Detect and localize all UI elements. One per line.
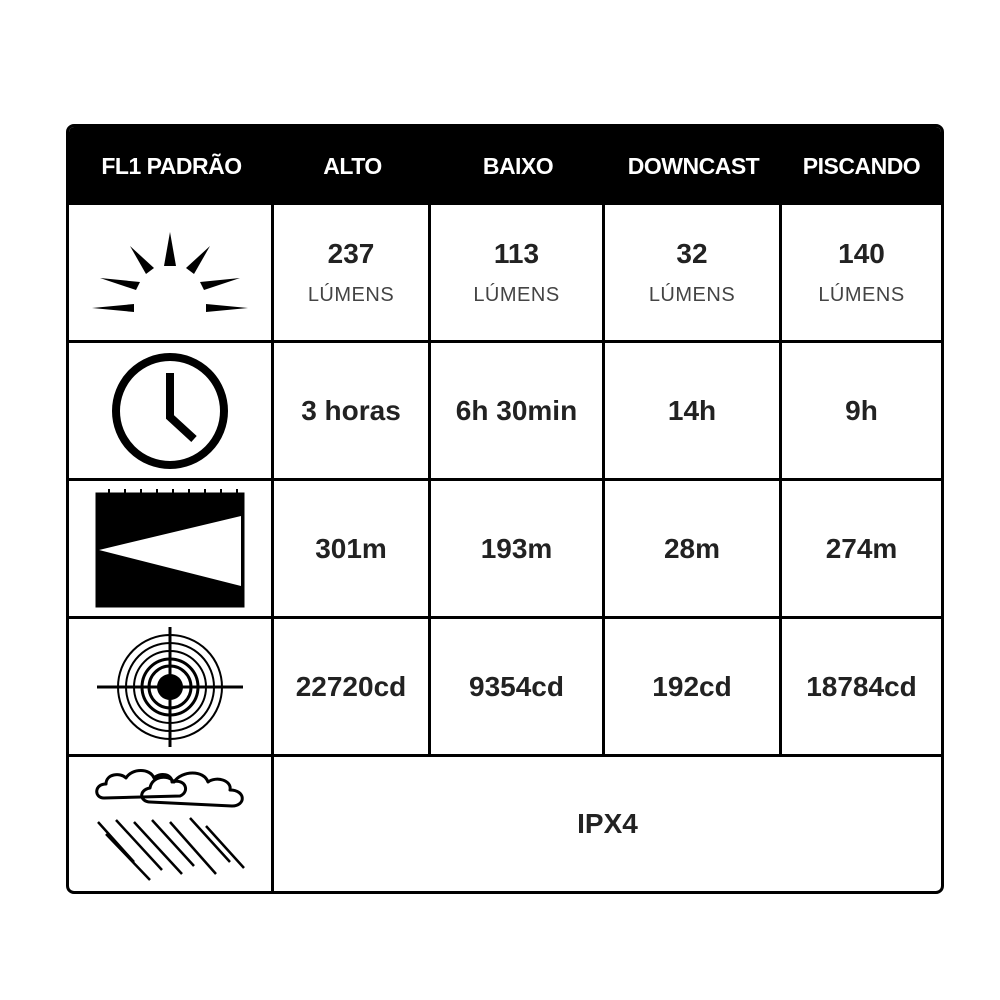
header-model: FL1 PADRÃO <box>69 127 274 205</box>
ip-rating-cell <box>274 757 941 891</box>
header-mode-piscando: PISCANDO <box>782 127 941 205</box>
lumens-cell-piscando <box>782 205 941 343</box>
rain-cloud-icon <box>90 762 250 886</box>
beam-value: 28m <box>663 532 721 564</box>
beam-cell-piscando <box>782 481 941 619</box>
intensity-icon-cell <box>69 619 274 757</box>
beam-distance-icon <box>95 488 245 610</box>
runtime-icon-cell <box>69 343 274 481</box>
lumens-cell-downcast <box>605 205 782 343</box>
intensity-value: 9354cd <box>469 670 564 702</box>
beam-cell-baixo <box>431 481 605 619</box>
intensity-cell-piscando <box>782 619 941 757</box>
lumens-value: 32 <box>676 238 708 269</box>
intensity-value: 22720cd <box>295 670 407 702</box>
lumens-value: 237 <box>327 238 375 269</box>
lumens-cell-alto <box>274 205 431 343</box>
runtime-cell-piscando <box>782 343 941 481</box>
runtime-cell-downcast <box>605 343 782 481</box>
lumens-unit: LÚMENS <box>818 284 905 306</box>
header-mode-baixo: BAIXO <box>431 127 605 205</box>
runtime-value: 9h <box>845 394 878 426</box>
runtime-value: 3 horas <box>301 394 401 426</box>
intensity-value: 18784cd <box>806 670 917 702</box>
ip-rating-value: IPX4 <box>577 808 638 839</box>
lumens-unit: LÚMENS <box>648 284 736 306</box>
lumens-unit: LÚMENS <box>473 284 560 306</box>
water-icon-cell <box>69 757 274 891</box>
lumens-unit: LÚMENS <box>307 284 395 306</box>
beam-value: 274m <box>825 532 898 564</box>
header-mode-alto: ALTO <box>274 127 431 205</box>
clock-icon <box>108 349 232 473</box>
intensity-cell-downcast <box>605 619 782 757</box>
runtime-cell-alto <box>274 343 431 481</box>
header-mode-downcast: DOWNCAST <box>605 127 782 205</box>
runtime-value: 14h <box>667 394 717 426</box>
intensity-value: 192cd <box>652 670 732 702</box>
runtime-value: 6h 30min <box>455 394 578 426</box>
lumens-value: 140 <box>838 238 885 269</box>
lumens-value: 113 <box>493 238 540 269</box>
beam-value: 301m <box>315 532 387 564</box>
beam-value: 193m <box>480 532 553 564</box>
runtime-cell-baixo <box>431 343 605 481</box>
lumens-cell-baixo <box>431 205 605 343</box>
target-icon <box>95 625 245 749</box>
intensity-cell-baixo <box>431 619 605 757</box>
spec-table <box>66 124 944 894</box>
beam-cell-alto <box>274 481 431 619</box>
output-icon-cell <box>69 205 274 343</box>
beam-cell-downcast <box>605 481 782 619</box>
beam-icon-cell <box>69 481 274 619</box>
sunrise-icon <box>90 228 250 318</box>
intensity-cell-alto <box>274 619 431 757</box>
